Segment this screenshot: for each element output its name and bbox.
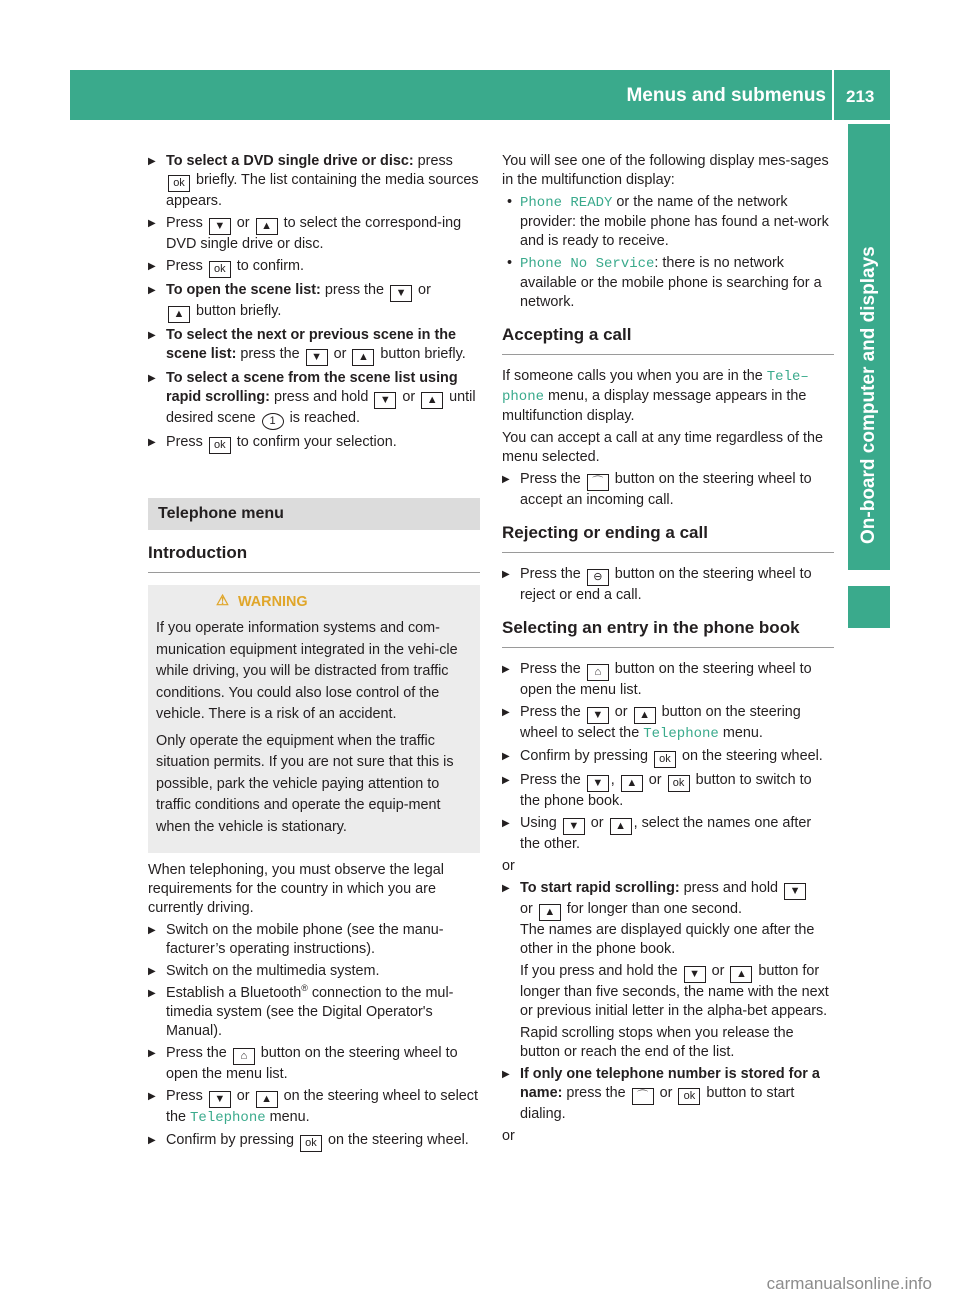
step-bold: If only one telephone number is stored for a name: — [520, 1066, 820, 1101]
step-text: briefly. The list containing the media sources appears. — [166, 172, 479, 209]
ok-key-icon: ok — [300, 1135, 322, 1152]
step-text: button on the steering wheel to reject or end a call. — [520, 566, 812, 603]
bullet-text: : there is no network available or the mobile phone is searching for a network. — [520, 255, 822, 310]
step-text: connection to the mul-timedia system (see the Digital Operator's Manual). — [166, 985, 454, 1039]
step-text: or — [232, 1088, 254, 1104]
step-switch-phone-book — [502, 771, 834, 811]
step-text: Press — [166, 215, 207, 231]
step-text: The names are displayed quickly one after the other in the phone book. — [520, 922, 815, 957]
step-confirm — [148, 257, 480, 278]
watermark: carmanualsonline.info — [766, 1274, 932, 1293]
step-text: button briefly. — [192, 303, 282, 319]
right-column — [502, 152, 834, 1149]
step-text: Press — [166, 258, 207, 274]
step-text: on the steering wheel to select the — [166, 1088, 478, 1125]
step-text: , — [610, 772, 619, 788]
step-select-telephone — [148, 1087, 480, 1128]
para-text: If someone calls you when you are in the — [502, 368, 767, 384]
accept-paragraph-2: You can accept a call at any time regardless of the menu selected. — [502, 430, 824, 465]
step-reject-call — [502, 565, 834, 605]
step-bold: To open the scene list: — [166, 282, 321, 298]
step-text: Press the — [520, 471, 585, 487]
step-text: button on the steering wheel to accept an incoming call. — [520, 471, 812, 508]
step-bold: To start rapid scrolling: — [520, 880, 680, 896]
step-open-menu-list — [148, 1044, 480, 1084]
down-key-icon: ▼ — [587, 775, 609, 792]
step-text: Press the — [520, 704, 585, 720]
warning-paragraph: Only operate the equipment when the traffic situation permits. If you are not sure that this is possible, park the vehicle paying attention to traffic conditions and operate the equip-ment when the vehicle is stationary. — [156, 732, 454, 835]
legal-paragraph: When telephoning, you must observe the legal requirements for the country in which you are currently driving. — [148, 862, 444, 916]
display-message: Phone No Service — [520, 256, 655, 272]
step-sub-paragraph: Rapid scrolling stops when you release the button or reach the end of the list. — [520, 1025, 794, 1060]
step-single-number — [502, 1065, 834, 1124]
phone-key-icon: ⌒ — [587, 474, 609, 491]
step-sub-paragraph — [520, 962, 834, 1021]
step-text: Press the — [520, 661, 585, 677]
bullet-text: or the name of the network provider: the mobile phone has found a net-work and is ready to receive. — [520, 194, 829, 249]
step-bold: To select a DVD single drive or disc: — [166, 153, 414, 169]
warning-title — [156, 593, 472, 612]
up-key-icon: ▲ — [730, 966, 752, 983]
step-text: to select the correspond-ing DVD single drive or disc. — [166, 215, 462, 252]
step-text: on the steering wheel. — [323, 1132, 469, 1148]
step-confirm-steering — [502, 747, 834, 768]
step-text: press — [413, 153, 453, 169]
step-text: or — [520, 901, 537, 917]
step-text: Press — [166, 434, 207, 450]
up-key-icon: ▲ — [634, 707, 656, 724]
up-key-icon: ▲ — [610, 818, 632, 835]
step-rapid-scroll-scene — [148, 369, 480, 430]
down-key-icon: ▼ — [209, 218, 231, 235]
down-key-icon: ▼ — [684, 966, 706, 983]
ok-key-icon: ok — [654, 751, 676, 768]
step-establish-bluetooth — [148, 984, 480, 1041]
step-next-prev-scene — [148, 326, 480, 366]
step-text: on the steering wheel. — [677, 748, 823, 764]
step-text: or — [707, 963, 729, 979]
down-key-icon: ▼ — [306, 349, 328, 366]
section-title: Telephone menu — [148, 498, 480, 530]
display-message: Phone READY — [520, 195, 613, 211]
step-open-menu — [502, 660, 834, 700]
phone-key-icon: ⌒ — [632, 1088, 654, 1105]
warning-paragraph: If you operate information systems and com-munication equipment integrated in the vehi-cle while driving, you will be distracted from traffic conditions. You could also lose control of the vehicle. There is a risk of an accident. — [156, 620, 458, 722]
ok-key-icon: ok — [209, 261, 231, 278]
bullet-phone-ready — [502, 193, 834, 251]
step-text: menu. — [265, 1109, 310, 1125]
heading-select-entry: Selecting an entry in the phone book — [502, 617, 834, 648]
step-text: button on the steering wheel to open the menu list. — [520, 661, 812, 698]
step-text: If you press and hold the — [520, 963, 682, 979]
step-rapid-scrolling — [502, 879, 834, 1062]
step-text: , select the names one after the other. — [520, 815, 812, 852]
or-separator: or — [502, 1128, 515, 1144]
step-text: Press — [166, 1088, 207, 1104]
down-key-icon: ▼ — [587, 707, 609, 724]
down-key-icon: ▼ — [390, 285, 412, 302]
step-text: button for longer than five seconds, the name with the next or previous initial letter in the alpha-bet appears. — [520, 963, 829, 1019]
registered-mark: ® — [301, 983, 308, 994]
step-text: Establish a Bluetooth — [166, 985, 302, 1001]
step-text: Using — [520, 815, 561, 831]
intro-heading: Introduction — [148, 542, 480, 573]
step-text: until desired scene — [166, 389, 476, 426]
down-key-icon: ▼ — [563, 818, 585, 835]
end-call-key-icon: ⊖ — [587, 569, 609, 586]
down-key-icon: ▼ — [784, 883, 806, 900]
step-text: or — [586, 815, 608, 831]
step-text: button on the steering wheel to select the — [520, 704, 801, 741]
warning-title-text: WARNING — [238, 594, 308, 610]
up-key-icon: ▲ — [256, 218, 278, 235]
heading-accept-call: Accepting a call — [502, 324, 834, 355]
step-text: or — [329, 346, 351, 362]
step-text: or — [232, 215, 254, 231]
step-text: Press the — [520, 566, 585, 582]
step-accept-call — [502, 470, 834, 510]
step-text: to confirm. — [232, 258, 304, 274]
step-text: press the — [320, 282, 389, 298]
up-key-icon: ▲ — [539, 904, 561, 921]
step-select-telephone-menu — [502, 703, 834, 744]
step-text: press the — [236, 346, 304, 362]
step-switch-on-multimedia: ▶ Switch on the multimedia system. — [148, 962, 480, 981]
para-text: menu, a display message appears in the multifunction display. — [502, 388, 807, 424]
step-text: button on the steering wheel to open the menu list. — [166, 1045, 458, 1082]
or-separator: or — [502, 858, 515, 874]
ok-key-icon: ok — [668, 775, 690, 792]
step-select-names — [502, 814, 834, 854]
up-key-icon: ▲ — [421, 392, 443, 409]
step-text: menu. — [718, 725, 763, 741]
step-text: button to switch to the phone book. — [520, 772, 812, 809]
ok-key-icon: ok — [168, 175, 190, 192]
step-text: Confirm by pressing — [520, 748, 652, 764]
side-tab — [848, 124, 890, 570]
step-text: or — [644, 772, 666, 788]
display-messages-intro: You will see one of the following display mes-sages in the multifunction display: — [502, 153, 829, 188]
up-key-icon: ▲ — [352, 349, 374, 366]
header-bar — [70, 70, 890, 120]
header-title: Menus and submenus — [626, 85, 826, 106]
down-key-icon: ▼ — [209, 1091, 231, 1108]
menu-name: Telephone — [643, 726, 719, 742]
accept-paragraph — [502, 367, 834, 426]
step-text: or — [655, 1085, 677, 1101]
home-key-icon: ⌂ — [233, 1048, 255, 1065]
step-text: Press the — [520, 772, 585, 788]
down-key-icon: ▼ — [374, 392, 396, 409]
callout-1-icon: 1 — [262, 413, 284, 430]
step-text: or — [414, 282, 431, 298]
step-text: Confirm by pressing — [166, 1132, 298, 1148]
step-select-dvd — [148, 152, 480, 211]
step-text: Press the — [166, 1045, 231, 1061]
menu-name: Tele–phone — [502, 369, 809, 405]
step-switch-on-phone: ▶ Switch on the mobile phone (see the manu-facturer’s operating instructions). — [148, 921, 480, 959]
step-text: for longer than one second. — [562, 901, 743, 917]
left-column — [148, 152, 480, 1155]
up-key-icon: ▲ — [168, 306, 190, 323]
step-bold: To select a scene from the scene list using rapid scrolling: — [166, 370, 458, 405]
side-tab-label: On-board computer and displays — [858, 246, 879, 544]
menu-name: Telephone — [190, 1110, 266, 1126]
step-text: press and hold — [269, 389, 373, 405]
page-number: 213 — [846, 87, 875, 106]
warning-box — [148, 585, 480, 853]
ok-key-icon: ok — [678, 1088, 700, 1105]
step-text: or — [398, 389, 420, 405]
heading-reject-call: Rejecting or ending a call — [502, 522, 834, 553]
bullet-no-service — [502, 254, 834, 312]
step-confirm-pressing — [148, 1131, 480, 1152]
step-text: press the — [562, 1085, 630, 1101]
up-key-icon: ▲ — [256, 1091, 278, 1108]
home-key-icon: ⌂ — [587, 664, 609, 681]
step-text: to confirm your selection. — [232, 434, 397, 450]
step-text: button briefly. — [376, 346, 466, 362]
step-confirm-selection — [148, 433, 480, 454]
step-open-scene-list — [148, 281, 480, 323]
step-text: or — [610, 704, 632, 720]
step-text: press and hold — [679, 880, 783, 896]
up-key-icon: ▲ — [621, 775, 643, 792]
step-text: button to start dialing. — [520, 1085, 795, 1122]
step-bold: To select the next or previous scene in the scene list: — [166, 327, 457, 362]
step-text: is reached. — [285, 410, 361, 426]
warning-triangle-icon: ⚠ — [216, 593, 229, 609]
header-divider — [832, 70, 834, 120]
ok-key-icon: ok — [209, 437, 231, 454]
step-press-down-up — [148, 214, 480, 254]
side-marker — [848, 586, 890, 628]
